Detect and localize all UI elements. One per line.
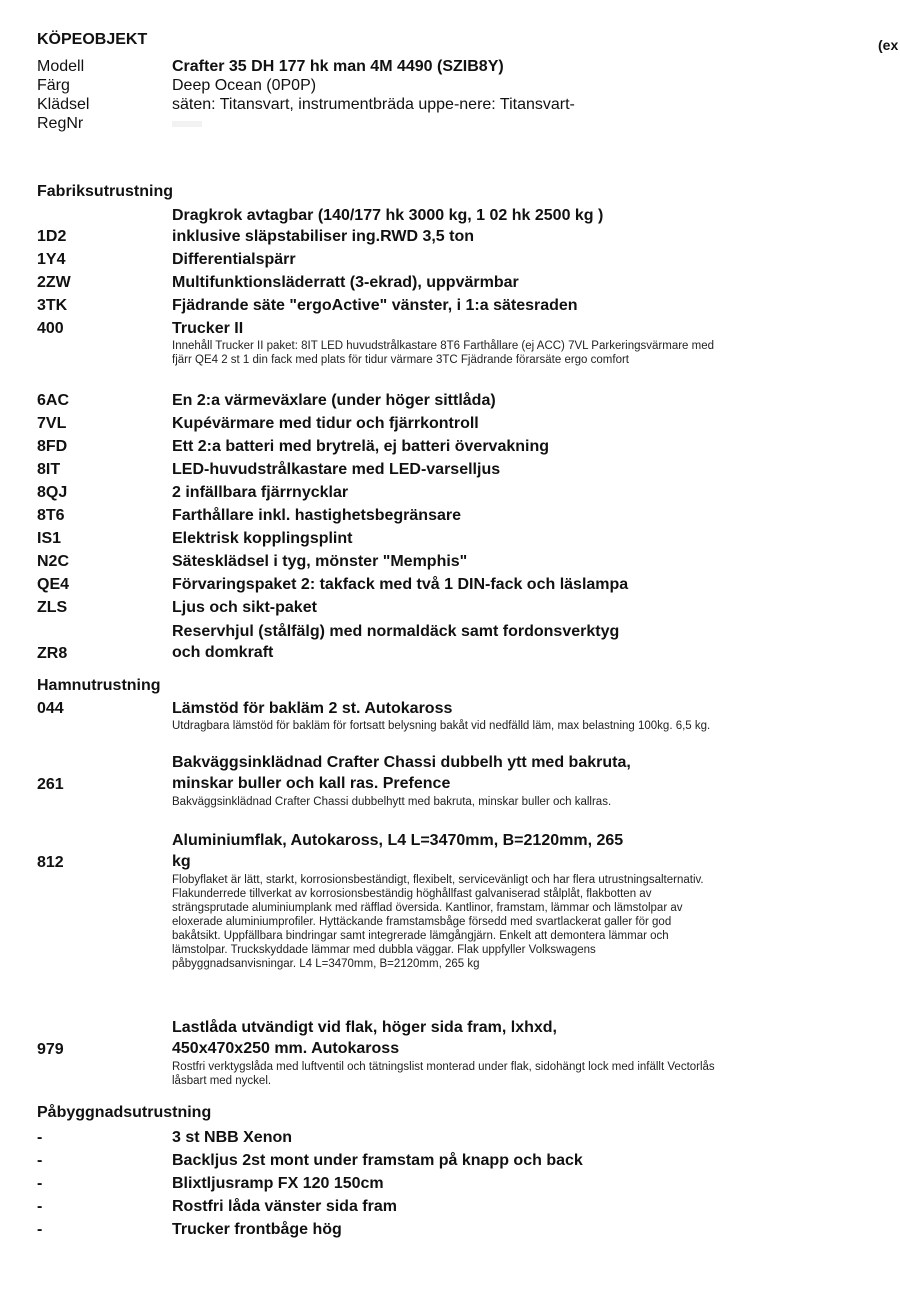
info-value-model: Crafter 35 DH 177 hk man 4M 4490 (SZIB8Y): [172, 58, 504, 75]
item-bullet: -: [37, 1221, 43, 1238]
item-code: 3TK: [37, 297, 68, 314]
info-value-upholstery: säten: Titansvart, instrumentbräda uppe-nere: Titansvart-: [172, 96, 575, 113]
section-heading-factory: Fabriksutrustning: [37, 183, 174, 200]
item-code: 8T6: [37, 507, 65, 524]
corner-text: (ex: [878, 37, 899, 53]
item-code: QE4: [37, 576, 70, 593]
item-bullet: -: [37, 1198, 43, 1215]
item-bullet: -: [37, 1129, 43, 1146]
section-heading-body: Påbyggnadsutrustning: [37, 1104, 212, 1121]
item-name: Rostfri låda vänster sida fram: [172, 1198, 397, 1215]
item-name: Ett 2:a batteri med brytrelä, ej batteri övervakning: [172, 438, 550, 455]
item-description: Rostfri verktygslåda med luftventil och tätningslist monterad under flak, sidohängt lock med infällt Vectorlås låsbart med nyckel.: [172, 1061, 715, 1087]
redacted-value: [172, 121, 202, 127]
item-name: Förvaringspaket 2: takfack med två 1 DIN-fack och läslampa: [172, 576, 629, 593]
item-name: LED-huvudstrålkastare med LED-varselljus: [172, 461, 501, 478]
info-value-regnr: [172, 114, 202, 133]
item-name: Trucker II: [172, 320, 244, 337]
document-title: KÖPEOBJEKT: [37, 31, 148, 48]
item-code: ZLS: [37, 599, 68, 616]
item-bullet: -: [37, 1152, 43, 1169]
info-label: Modell: [37, 58, 85, 75]
item-code: 812: [37, 854, 64, 871]
item-code: 8FD: [37, 438, 68, 455]
item-code: 044: [37, 700, 64, 717]
item-description: Bakväggsinklädnad Crafter Chassi dubbelhytt med bakruta, minskar buller och kallras.: [172, 796, 612, 808]
item-name-line: minskar buller och kall ras. Prefence: [172, 775, 451, 792]
item-name: Farthållare inkl. hastighetsbegränsare: [172, 507, 461, 524]
item-code: 8QJ: [37, 484, 68, 501]
section-heading-port: Hamnutrustning: [37, 677, 161, 694]
item-name-line: Bakväggsinklädnad Crafter Chassi dubbelh ytt med bakruta,: [172, 754, 631, 771]
item-name: Fjädrande säte "ergoActive" vänster, i 1:a sätesraden: [172, 297, 578, 314]
item-code: IS1: [37, 530, 62, 547]
item-code: 2ZW: [37, 274, 71, 291]
item-code: N2C: [37, 553, 70, 570]
item-name: Ljus och sikt-paket: [172, 599, 317, 616]
item-name-line: och domkraft: [172, 644, 274, 661]
item-name-line: kg: [172, 853, 191, 870]
item-name: Differentialspärr: [172, 251, 296, 268]
item-name: Backljus 2st mont under framstam på knapp och back: [172, 1152, 583, 1169]
item-name: En 2:a värmeväxlare (under höger sittlåda): [172, 392, 496, 409]
item-name: Multifunktionsläderratt (3-ekrad), uppvärmbar: [172, 274, 519, 291]
item-name: [172, 621, 712, 663]
item-name: Sätesklädsel i tyg, mönster "Memphis": [172, 553, 468, 570]
item-code: 1Y4: [37, 251, 66, 268]
item-name-line: Reservhjul (stålfälg) med normaldäck samt fordonsverktyg: [172, 623, 620, 640]
item-name: Trucker frontbåge hög: [172, 1221, 342, 1238]
item-code: 1D2: [37, 228, 67, 245]
item-name-line: Aluminiumflak, Autokaross, L4 L=3470mm, B=2120mm, 265: [172, 832, 624, 849]
item-code: 8IT: [37, 461, 61, 478]
item-name: Elektrisk kopplingsplint: [172, 530, 353, 547]
item-code: ZR8: [37, 645, 68, 662]
item-description: Innehåll Trucker II paket: 8IT LED huvudstrålkastare 8T6 Farthållare (ej ACC) 7VL Parkeringsvärmare med fjärr QE4 2 st 1 din fack med plats för tidur värmare 3TC Fjädrande förarsäte ergo comfort: [172, 340, 715, 366]
item-name: 2 infällbara fjärrnycklar: [172, 484, 349, 501]
info-label: Färg: [37, 77, 70, 94]
info-label: RegNr: [37, 115, 84, 132]
item-description: Flobyflaket är lätt, starkt, korrosionsbeständigt, flexibelt, servicevänligt och har flera utrustningsalternativ. Flakunderrede tillverkat av korrosionsbeständig höghållfast galvaniserad stålplåt, flakbotten av strängsprutade aluminiumplank med räfflad översida. Kantlinor, framstam, lämmar och lämstolpar av eloxerade aluminiumprofiler. Hyttäckande framstamsbåge försedd med svartlackerat galler för god bakåtsikt. Uppfällbara bindringar samt integrerade lämgångjärn. Enkelt att demontera lämmar och lämstolpar. Truckskyddade lämmar med dubbla väggar. Flak uppfyller Volkswagens påbyggnadsanvisningar. L4 L=3470mm, B=2120mm, 265 kg: [172, 874, 704, 970]
item-code: 6AC: [37, 392, 70, 409]
item-name: Blixtljusramp FX 120 150cm: [172, 1175, 384, 1192]
item-code: 7VL: [37, 415, 67, 432]
item-name: [172, 830, 712, 872]
item-name: [172, 1017, 712, 1059]
item-code: 400: [37, 320, 64, 337]
info-label: Klädsel: [37, 96, 90, 113]
item-name: [172, 752, 732, 794]
item-name-line: 450x470x250 mm. Autokaross: [172, 1040, 400, 1057]
item-name-line: Lastlåda utvändigt vid flak, höger sida fram, lxhxd,: [172, 1019, 557, 1036]
item-name-line: inklusive släpstabiliser ing.RWD 3,5 ton: [172, 228, 475, 245]
item-code: 261: [37, 776, 64, 793]
item-name: Lämstöd för bakläm 2 st. Autokaross: [172, 700, 453, 717]
item-name: [172, 205, 712, 247]
item-name-line: Dragkrok avtagbar (140/177 hk 3000 kg, 1 02 hk 2500 kg ): [172, 207, 604, 224]
item-name: Kupévärmare med tidur och fjärrkontroll: [172, 415, 479, 432]
item-description: Utdragbara lämstöd för bakläm för fortsatt belysning bakåt vid nedfälld läm, max belastning 100kg. 6,5 kg.: [172, 720, 711, 732]
item-bullet: -: [37, 1175, 43, 1192]
item-name: 3 st NBB Xenon: [172, 1129, 293, 1146]
info-value-color: Deep Ocean (0P0P): [172, 77, 317, 94]
item-code: 979: [37, 1041, 64, 1058]
